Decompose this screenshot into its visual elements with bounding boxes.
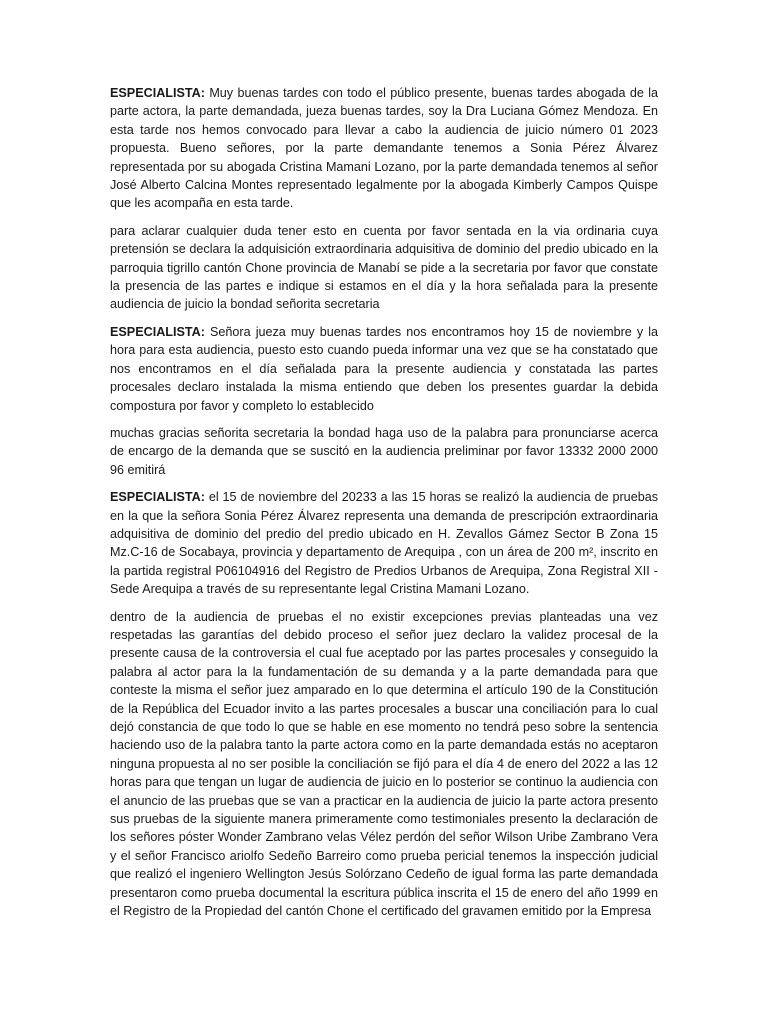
paragraph-text: para aclarar cualquier duda tener esto en cuenta por favor sentada en la via ordinaria cuya pretensión se declara la adquisición extraordinaria adquisitiva de dominio del predio ubicado en la parroquia tigrillo cantón Chone provincia de Manabí se pide a la secretaria por favor que constate la presencia de las partes e indique si estamos en el día y la hora señalada para la presente audiencia de juicio la bondad señorita secretaria — [110, 223, 658, 312]
speaker-label: ESPECIALISTA: — [110, 324, 205, 339]
document-page — [110, 84, 658, 929]
paragraph-text: el 15 de noviembre del 20233 a las 15 horas se realizó la audiencia de pruebas en la que la señora Sonia Pérez Álvarez representa una demanda de prescripción extraordinaria adquisitiva de dominio del predio del predio ubicado en H. Zevallos Gámez Sector B Zona 15 Mz.C-16 de Socabaya, provincia y departamento de Arequipa , con un área de 200 m², inscrito en la partida registral P06104916 del Registro de Predios Urbanos de Arequipa, Zona Registral XII -Sede Arequipa a través de su representante legal Cristina Mamani Lozano. — [110, 490, 658, 597]
speaker-label: ESPECIALISTA: — [110, 86, 205, 100]
speaker-label: ESPECIALISTA: — [110, 490, 205, 505]
paragraph-text: muchas gracias señorita secretaria la bondad haga uso de la palabra para pronunciarse acerca de encargo de la demanda que se suscitó en la audiencia preliminar por favor 13332 2000 2000 96 emitirá — [110, 425, 658, 477]
paragraph-6 — [110, 608, 658, 921]
paragraph-text: Señora jueza muy buenas tardes nos encontramos hoy 15 de noviembre y la hora para esta audiencia, puesto esto cuando pueda informar una vez que se ha constatado que nos encontramos en el día señalada para la presente audiencia y constatada las partes procesales declaro instalada la misma entiendo que deben los presentes guardar la debida compostura por favor y completo lo establecido — [110, 324, 659, 413]
paragraph-2 — [110, 222, 658, 314]
paragraph-3 — [110, 323, 658, 415]
paragraph-text: Muy buenas tardes con todo el público presente, buenas tardes abogada de la parte actora, la parte demandada, jueza buenas tardes, soy la Dra Luciana Gómez Mendoza. En esta tarde nos hemos convocado para llevar a cabo la audiencia de juicio número 01 2023 propuesta. Bueno señores, por la parte demandante tenemos a Sonia Pérez Álvarez representada por su abogada Cristina Mamani Lozano, por la parte demandada tenemos al señor José Alberto Calcina Montes representado legalmente por la abogada Kimberly Campos Quispe que les acompaña en esta tarde. — [110, 86, 659, 211]
paragraph-4 — [110, 424, 658, 479]
paragraph-1 — [110, 84, 658, 213]
paragraph-text: dentro de la audiencia de pruebas el no existir excepciones previas planteadas una vez respetadas las garantías del debido proceso el señor juez declaro la validez procesal de la presente causa de la controversia el cual fue aceptado por las partes procesales y conseguido la palabra al actor para la la fundamentación de su demanda y a la parte demandada para que conteste la misma el señor juez amparado en lo que determina el artículo 190 de la Constitución de la República del Ecuador invito a las partes procesales a buscar una conciliación para lo cual dejó constancia de que todo lo que se hable en ese momento no tendrá peso sobre la sentencia haciendo uso de la palabra tanto la parte actora como en la parte demandada estás no aceptaron ninguna propuesta al no ser posible la conciliación se fijó para el día 4 de enero del 2022 a las 12 horas para que tengan un lugar de audiencia de juicio en lo posterior se continuo la audiencia con el anuncio de las pruebas que se van a practicar en la audiencia de juicio la parte actora presento sus pruebas de la siguiente manera primeramente como testimoniales presento la declaración de los señores póster Wonder Zambrano velas Vélez perdón del señor Wilson Uribe Zambrano Vera y el señor Francisco ariolfo Sedeño Barreiro como prueba pericial tenemos la inspección judicial que realizó el ingeniero Wellington Jesús Solórzano Cedeño de igual forma las parte demandada presentaron como prueba documental la escritura pública inscrita el 15 de enero del año 1999 en el Registro de la Propiedad del cantón Chone el certificado del gravamen emitido por la Empresa — [110, 609, 658, 919]
paragraph-5 — [110, 488, 658, 598]
